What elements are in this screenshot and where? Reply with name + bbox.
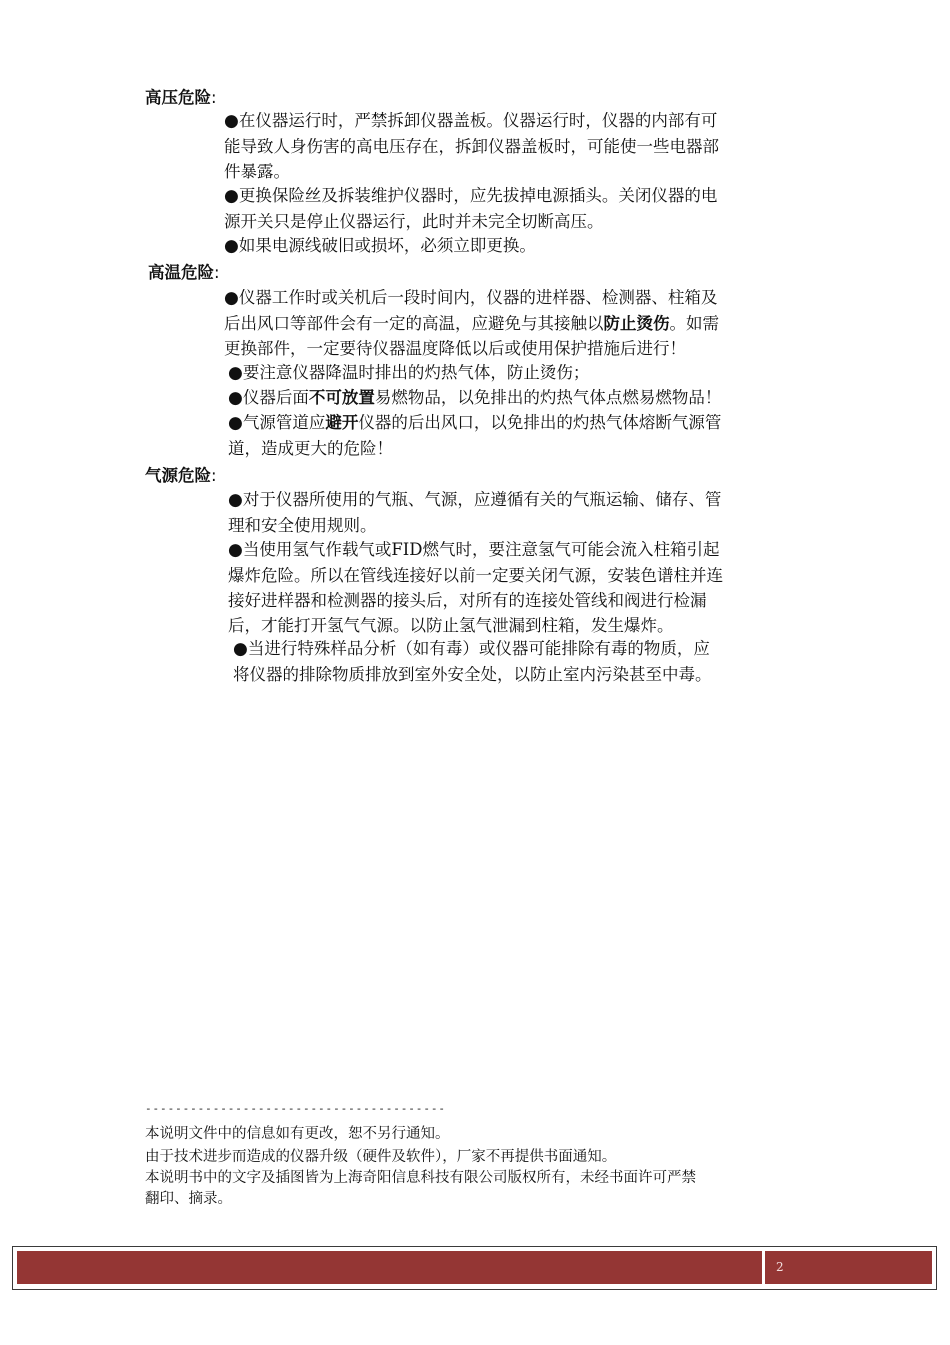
paragraph-line bbox=[224, 311, 814, 336]
body-text: 后出风口等部件会有一定的高温，应避免与其接触以 bbox=[224, 314, 604, 333]
body-text: 要注意仪器降温时排出的灼热气体，防止烫伤； bbox=[242, 363, 590, 382]
body-text: 件暴露。 bbox=[224, 162, 290, 181]
paragraph-line bbox=[224, 336, 814, 361]
paragraph-line bbox=[233, 636, 823, 662]
bullet-paragraph bbox=[228, 537, 818, 638]
paragraph-line bbox=[228, 563, 818, 588]
body-text: 当使用氢气作载气或FID燃气时，要注意氢气可能会流入柱箱引起 bbox=[242, 540, 720, 559]
footnote-line: 由于技术进步而造成的仪器升级（硬件及软件），厂家不再提供书面通知。 bbox=[145, 1149, 617, 1165]
bullet-icon: ● bbox=[228, 413, 243, 433]
section-heading-gas-source: 气源危险: bbox=[145, 466, 217, 485]
body-text: 仪器工作时或关机后一段时间内，仪器的进样器、检测器、柱箱及 bbox=[238, 288, 718, 307]
body-text: 爆炸危险。所以在管线连接好以前一定要关闭气源，安装色谱柱并连 bbox=[228, 566, 723, 585]
body-text: 当进行特殊样品分析（如有毒）或仪器可能排除有毒的物质，应 bbox=[247, 639, 710, 658]
paragraph-line bbox=[228, 487, 818, 513]
bullet-paragraph bbox=[228, 410, 818, 461]
bullet-icon: ● bbox=[224, 186, 239, 206]
paragraph-line bbox=[224, 159, 814, 184]
paragraph-line bbox=[228, 588, 818, 613]
body-text: 如果电源线破旧或损坏，必须立即更换。 bbox=[238, 236, 536, 255]
footnote-separator: ---------------------------------------- bbox=[145, 1102, 446, 1115]
bullet-paragraph bbox=[228, 487, 818, 538]
paragraph-line bbox=[228, 613, 818, 638]
bullet-icon: ● bbox=[224, 111, 239, 131]
paragraph-line bbox=[228, 385, 818, 411]
footer-page-box bbox=[765, 1251, 932, 1284]
body-text: 接好进样器和检测器的接头后，对所有的连接处管线和阀进行检漏 bbox=[228, 591, 707, 610]
body-text: 气源管道应 bbox=[242, 413, 326, 432]
emphasis-text: 不可放置 bbox=[308, 388, 375, 407]
bullet-paragraph bbox=[228, 360, 818, 386]
paragraph-line bbox=[228, 410, 818, 436]
body-text: 在仪器运行时，严禁拆卸仪器盖板。仪器运行时，仪器的内部有可 bbox=[238, 111, 718, 130]
bullet-icon: ● bbox=[228, 388, 243, 408]
paragraph-line bbox=[224, 209, 814, 234]
bullet-icon: ● bbox=[224, 236, 239, 256]
body-text: 易燃物品，以免排出的灼热气体点燃易燃物品！ bbox=[374, 388, 722, 407]
section-heading-high-temperature: 高温危险: bbox=[148, 263, 220, 282]
paragraph-line bbox=[228, 436, 818, 461]
footnote-line: 本说明书中的文字及插图皆为上海奇阳信息科技有限公司版权所有，未经书面许可严禁 bbox=[145, 1170, 696, 1186]
paragraph-line bbox=[224, 285, 814, 311]
body-text: 。如需 bbox=[669, 314, 719, 333]
body-text: 能导致人身伤害的高电压存在，拆卸仪器盖板时，可能使一些电器部 bbox=[224, 137, 719, 156]
body-text: 对于仪器所使用的气瓶、气源，应遵循有关的气瓶运输、储存、管 bbox=[242, 490, 722, 509]
bullet-icon: ● bbox=[228, 363, 243, 383]
body-text: 仪器的后出风口，以免排出的灼热气体熔断气源管 bbox=[358, 413, 722, 432]
bullet-paragraph bbox=[224, 233, 814, 259]
bullet-icon: ● bbox=[228, 490, 243, 510]
body-text: 更换部件，一定要待仪器温度降低以后或使用保护措施后进行！ bbox=[224, 339, 686, 358]
paragraph-line bbox=[228, 513, 818, 538]
paragraph-line bbox=[233, 662, 823, 687]
bullet-paragraph bbox=[228, 385, 818, 411]
body-text: 源开关只是停止仪器运行，此时并未完全切断高压。 bbox=[224, 212, 604, 231]
bullet-paragraph bbox=[224, 285, 814, 361]
emphasis-text: 避开 bbox=[325, 413, 359, 432]
paragraph-line bbox=[224, 183, 814, 209]
body-text: 理和安全使用规则。 bbox=[228, 516, 377, 535]
footnote-line: 翻印、摘录。 bbox=[145, 1191, 232, 1207]
paragraph-line bbox=[224, 134, 814, 159]
paragraph-line bbox=[228, 360, 818, 386]
body-text: 将仪器的排除物质排放到室外安全处，以防止室内污染甚至中毒。 bbox=[233, 665, 712, 684]
body-text: 后，才能打开氢气气源。以防止氢气泄漏到柱箱，发生爆炸。 bbox=[228, 616, 674, 635]
paragraph-line bbox=[224, 108, 814, 134]
bullet-paragraph bbox=[224, 183, 814, 234]
bullet-paragraph bbox=[233, 636, 823, 687]
emphasis-text: 防止烫伤 bbox=[603, 314, 670, 333]
section-heading-high-voltage: 高压危险: bbox=[145, 88, 217, 107]
paragraph-line bbox=[224, 233, 814, 259]
bullet-icon: ● bbox=[233, 639, 248, 659]
body-text: 仪器后面 bbox=[242, 388, 309, 407]
bullet-icon: ● bbox=[224, 288, 239, 308]
bullet-paragraph bbox=[224, 108, 814, 184]
body-text: 道，造成更大的危险！ bbox=[228, 439, 393, 458]
body-text: 更换保险丝及拆装维护仪器时，应先拔掉电源插头。关闭仪器的电 bbox=[238, 186, 718, 205]
page-number: 2 bbox=[776, 1260, 784, 1274]
footer-bar bbox=[17, 1251, 762, 1284]
bullet-icon: ● bbox=[228, 540, 243, 560]
footnote-line: 本说明文件中的信息如有更改，恕不另行通知。 bbox=[145, 1126, 450, 1142]
paragraph-line bbox=[228, 537, 818, 563]
